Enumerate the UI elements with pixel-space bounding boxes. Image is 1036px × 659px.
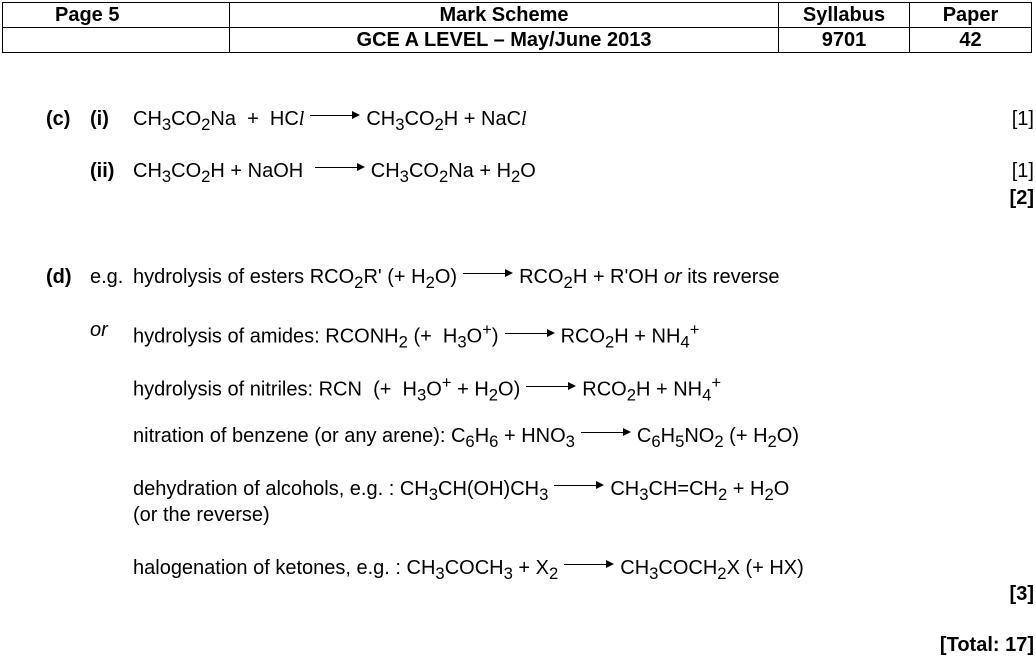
mark-c-ii: [1] (1011, 160, 1034, 182)
arrow-icon (505, 328, 555, 338)
arrow-icon (310, 110, 360, 120)
part-c-label: (c) (46, 108, 71, 130)
qualification: GCE A LEVEL – May/June 2013 (230, 28, 779, 53)
arrow-icon (581, 427, 631, 437)
part-c-i-label: (i) (90, 108, 109, 130)
equation-d-4: nitration of benzene (or any arene): $C_6H_6 + HNO_3$ $C_6H_5NO_2$ (+ $H_2O$) (133, 425, 800, 451)
line1-text: hydrolysis of esters RCO (133, 266, 355, 288)
header-table (2, 2, 1032, 53)
part-d-label: (d) (46, 266, 72, 288)
equation-c-i: $CH_3CO_2Na$ + HCl $CH_3CO_2H$ + NaCl (133, 108, 527, 134)
arrow-icon (526, 381, 576, 391)
mark-scheme-label: Mark Scheme (230, 3, 779, 28)
syllabus-code: 9701 (779, 28, 910, 53)
line5-reverse: (or the reverse) (133, 504, 270, 526)
paper-label: Paper (910, 3, 1032, 28)
part-c-ii-label: (ii) (90, 160, 115, 182)
arrow-icon (463, 268, 513, 278)
line3-text: hydrolysis of nitriles: RCN (133, 378, 362, 401)
equation-d-2: hydrolysis of amides: $RCONH_2$ (+ $H_3O^+$) $RCO_2H + NH_4^+$ (133, 320, 700, 352)
paper-code: 42 (910, 28, 1032, 53)
arrow-icon (554, 480, 604, 490)
empty-cell (3, 28, 230, 53)
equation-c-ii: $CH_3CO_2H$ + NaOH $CH_3CO_2Na + H_2O$ (133, 160, 536, 186)
mark-c-total: [2] (1009, 187, 1034, 209)
line4-text: nitration of benzene (or any arene): C (133, 425, 466, 447)
syllabus-label: Syllabus (779, 3, 910, 28)
arrow-icon (564, 559, 614, 569)
equation-d-6: halogenation of ketones, e.g. : $CH_3COCH_3 + X_2$ $CH_3COCH_2X$ (+ HX) (133, 557, 804, 583)
equation-d-5: dehydration of alcohols, e.g. : $CH_3CH(OH)CH_3$ $CH_3CH=CH_2 + H_2O$ (133, 478, 790, 504)
mark-d-total: [3] (1009, 583, 1034, 605)
line2-text: hydrolysis of amides: RCONH (133, 325, 399, 348)
page-label: Page 5 (3, 3, 230, 28)
equation-d-3: hydrolysis of nitriles: RCN (+ $H_3O^+ + H_2O$) $RCO_2H + NH_4^+$ (133, 373, 722, 405)
mark-c-i: [1] (1011, 108, 1034, 130)
arrow-icon (315, 162, 365, 172)
or-word: or (663, 266, 682, 288)
line6-text: halogenation of ketones, e.g. : CH (133, 557, 436, 579)
equation-d-1: hydrolysis of esters $RCO_2R'$ (+ $H_2O$) $RCO_2H + R'OH$ or its reverse (133, 266, 780, 292)
or-label: or (90, 319, 108, 341)
grand-total: [Total: 17] (939, 634, 1034, 656)
eg-label: e.g. (90, 266, 124, 288)
line5-text: dehydration of alcohols, e.g. : CH (133, 478, 429, 500)
